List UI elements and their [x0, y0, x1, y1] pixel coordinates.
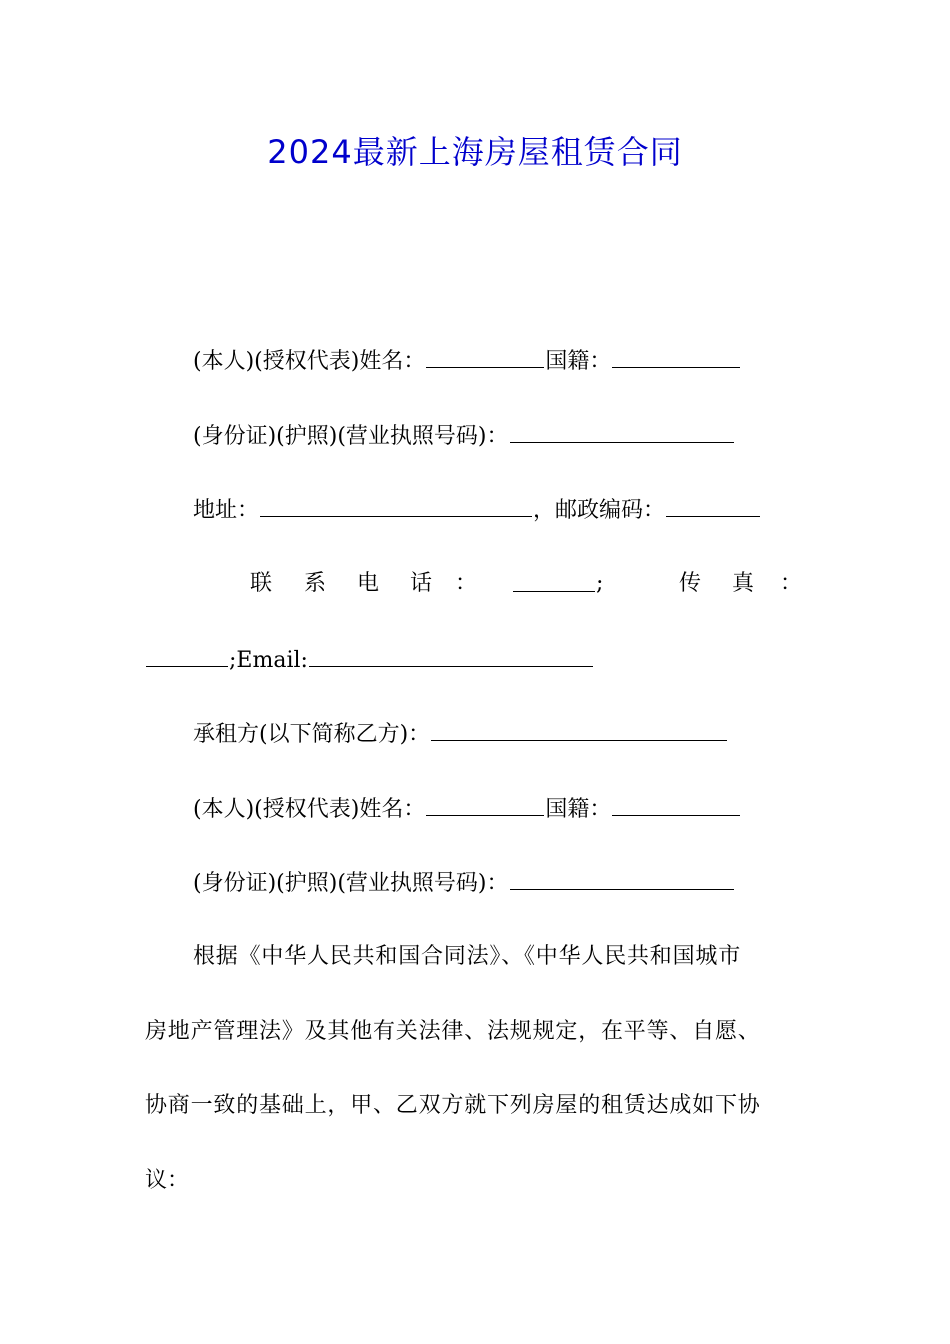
fax-char-1: 传 [679, 571, 702, 596]
lessor-name-row [193, 345, 741, 377]
lessor-name-label: (本人)(授权代表)姓名： [193, 349, 426, 374]
lessor-contact-row [0, 569, 950, 599]
lessor-id-row [193, 420, 735, 452]
lessee-id-row [193, 867, 735, 899]
lessee-id-label: (身份证)(护照)(营业执照号码)： [193, 871, 509, 896]
lessee-name-row [193, 793, 741, 825]
fax-char-3: ： [780, 571, 803, 596]
lessor-nationality-blank[interactable] [612, 345, 740, 368]
lessee-name-label: (本人)(授权代表)姓名： [193, 797, 426, 822]
lessor-address-label: 地址： [193, 498, 260, 523]
phone-char-1: 联 [250, 571, 273, 596]
lessee-heading-row [193, 718, 728, 750]
lessor-phone-blank[interactable] [513, 569, 595, 592]
phone-char-3: 电 [357, 571, 380, 596]
lessor-email-label: ;Email: [229, 648, 308, 673]
body-line-4: 议： [145, 1168, 190, 1193]
phone-char-4: 话 [410, 571, 433, 596]
lessor-name-blank[interactable] [426, 345, 544, 368]
phone-char-2: 系 [304, 571, 327, 596]
lessor-postcode-blank[interactable] [666, 494, 760, 517]
lessor-id-label: (身份证)(护照)(营业执照号码)： [193, 424, 509, 449]
lessee-nationality-blank[interactable] [612, 793, 740, 816]
lessor-email-blank[interactable] [309, 644, 593, 667]
body-line-1: 根据《中华人民共和国合同法》、《中华人民共和国城市 [193, 944, 742, 969]
body-line-2: 房地产管理法》及其他有关法律、法规规定，在平等、自愿、 [145, 1019, 761, 1044]
lessee-id-blank[interactable] [510, 867, 734, 890]
body-line-3: 协商一致的基础上，甲、乙双方就下列房屋的租赁达成如下协 [145, 1093, 761, 1118]
phone-semicolon: ; [596, 571, 604, 596]
lessor-fax-blank[interactable] [146, 644, 228, 667]
lessor-postcode-label: ，邮政编码： [533, 498, 666, 523]
lessor-nationality-label: 国籍： [545, 349, 612, 374]
lessee-nationality-label: 国籍： [545, 797, 612, 822]
lessor-address-row [193, 494, 761, 526]
lessee-name-main-blank[interactable] [431, 718, 727, 741]
lessor-email-row [145, 644, 594, 676]
lessee-name-blank[interactable] [426, 793, 544, 816]
document-title: 2024最新上海房屋租赁合同 [267, 133, 683, 171]
lessor-id-blank[interactable] [510, 420, 734, 443]
phone-char-5: ： [455, 571, 478, 596]
lessee-heading: 承租方(以下简称乙方)： [193, 722, 431, 747]
lessor-address-blank[interactable] [260, 494, 532, 517]
fax-char-2: 真 [732, 571, 755, 596]
